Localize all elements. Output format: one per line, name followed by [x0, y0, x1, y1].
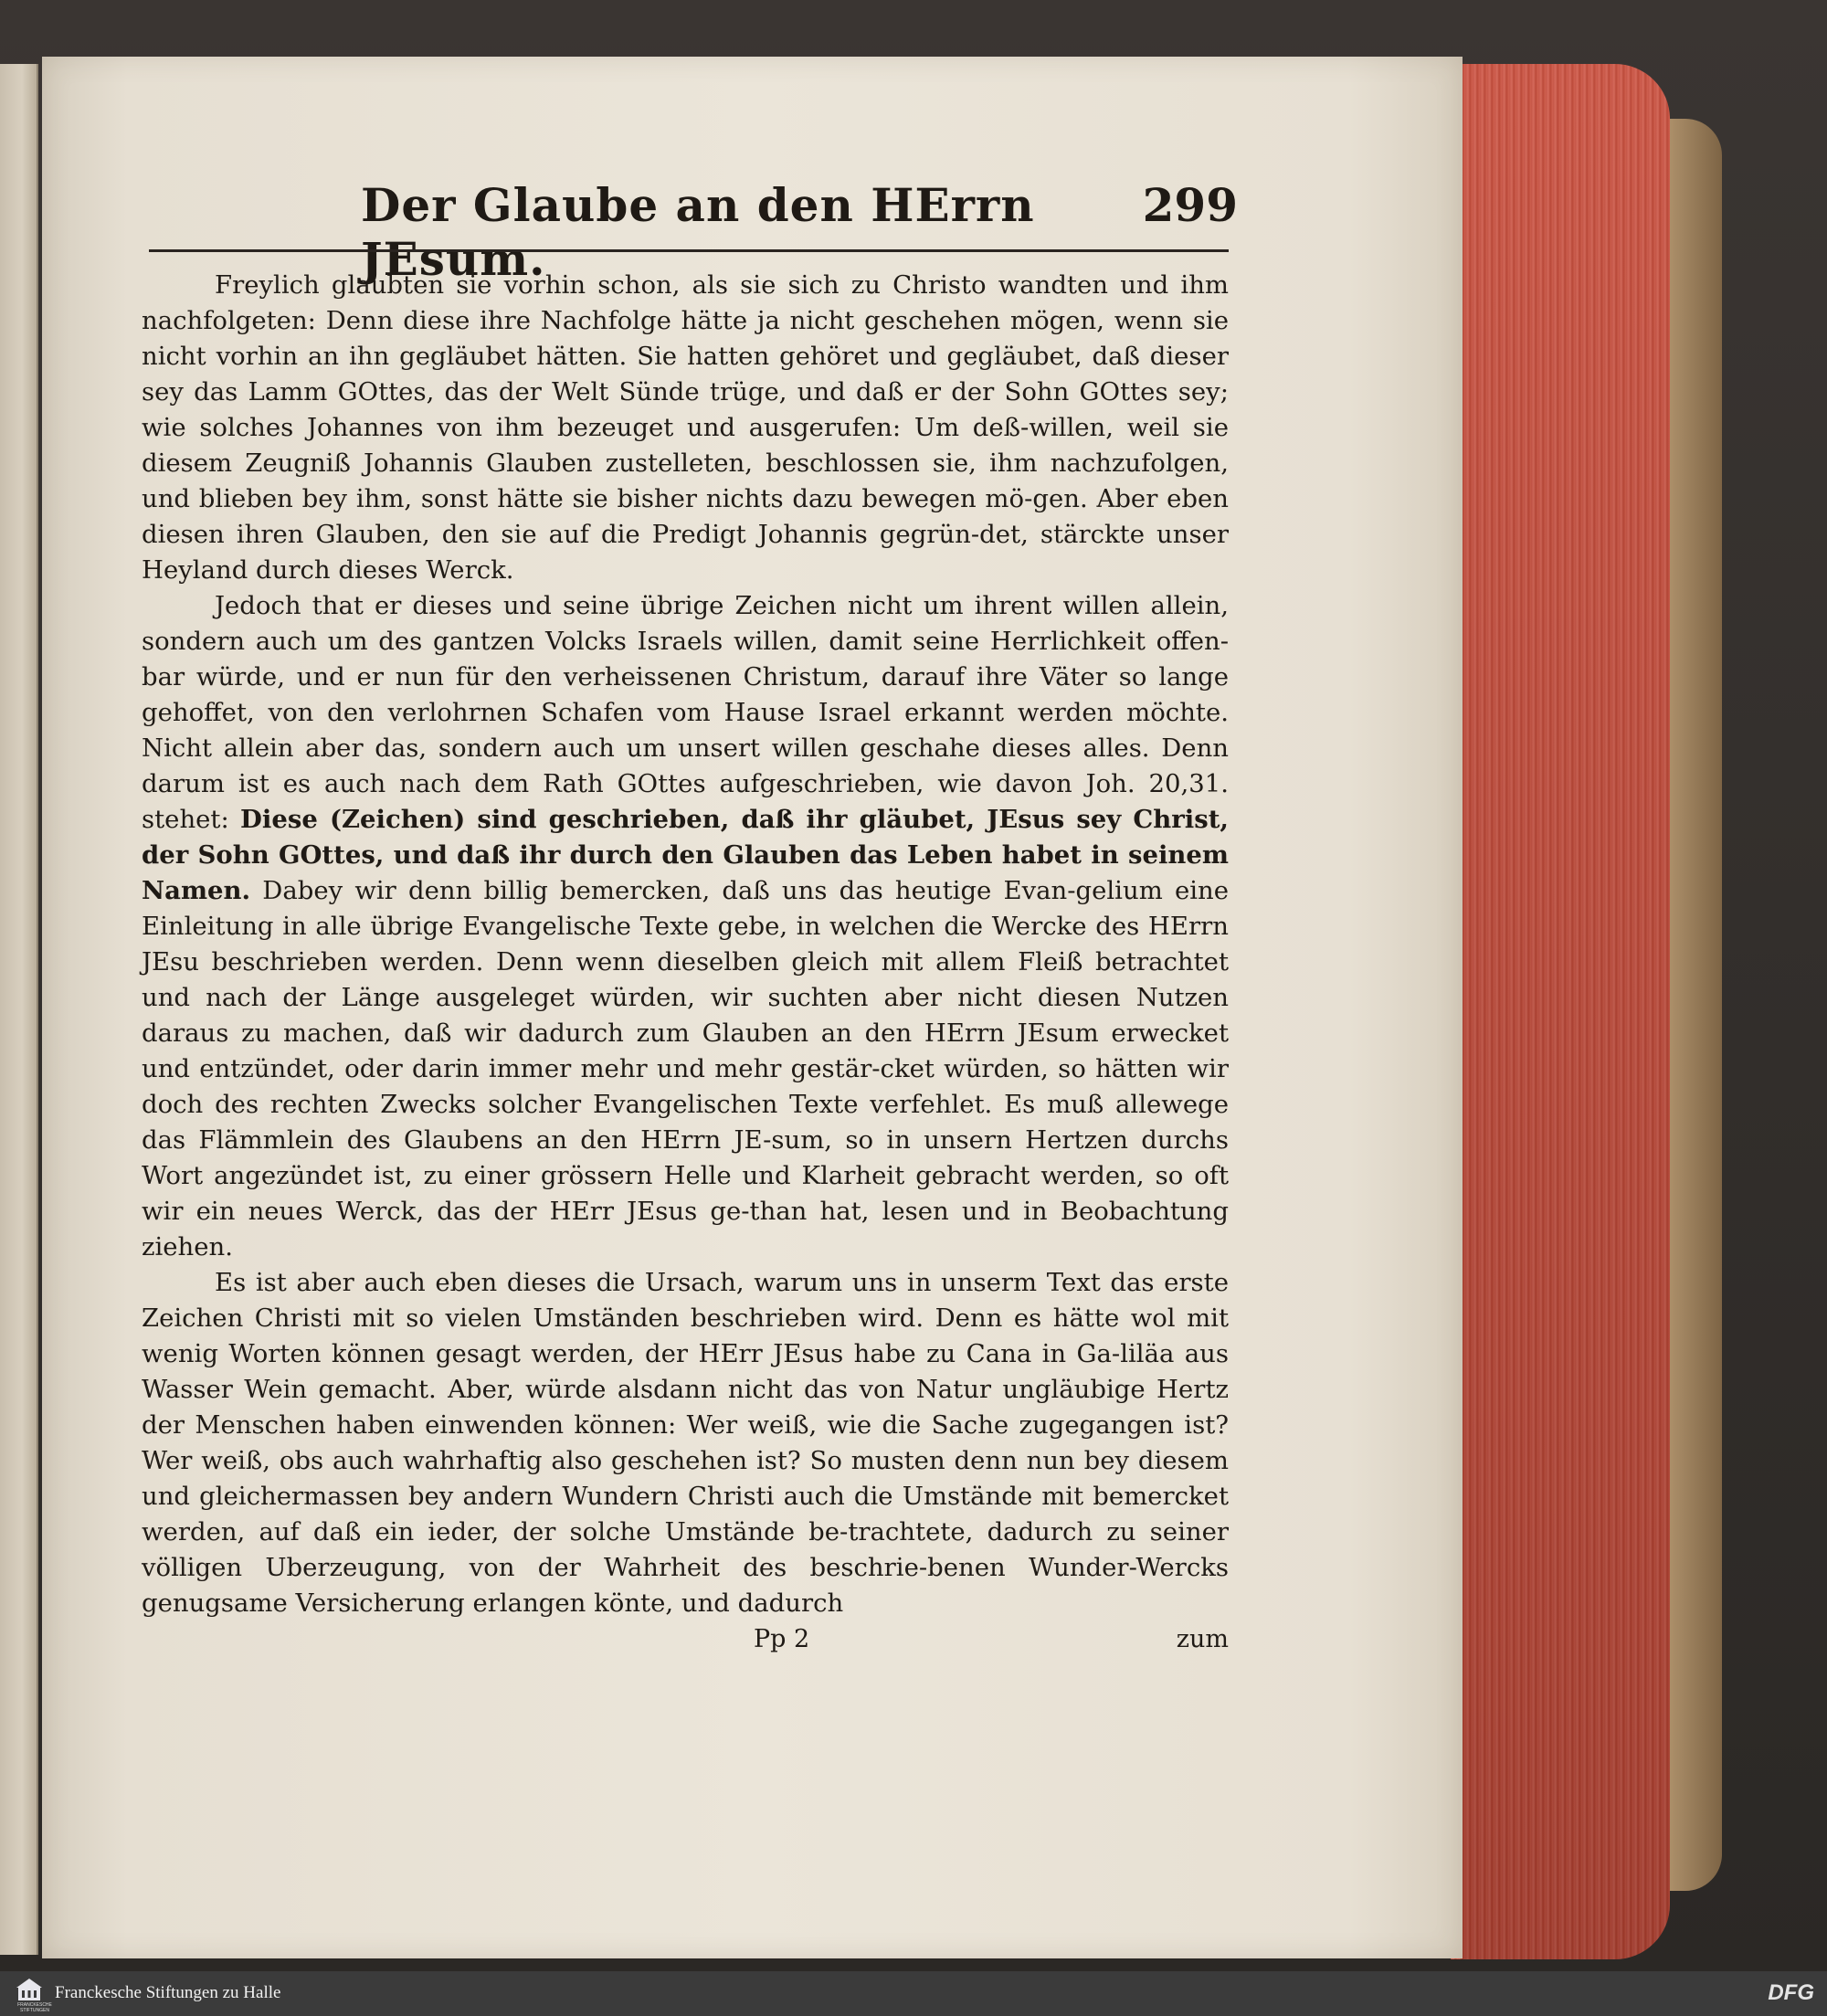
page-header [142, 178, 1238, 286]
page-block-edge [1451, 64, 1670, 1959]
institution-logo-icon [9, 1977, 52, 2013]
footer-bar [0, 1971, 1827, 2016]
signature-mark: Pp 2 [754, 1625, 810, 1653]
previous-page-edge [0, 64, 38, 1955]
paragraph [142, 251, 1229, 588]
text-run: Es ist aber auch eben dieses die Ursach, warum uns in unserm Text das erste Zeichen Christi mit so vielen Umständen beschrieben wird. Denn es hätte wol mit wenig Worten können gesagt werden, der HErr JEsus habe zu Cana in Ga-liläa aus Wasser Wein gemacht. Aber, würde alsdann nicht das von Natur ungläubige Hertz der Menschen haben einwenden können: Wer weiß, wie die Sache zugegangen ist? Wer weiß, obs auch wahrhaftig also geschehen ist? So musten denn nun bey diesem und gleichermassen bey andern Wundern Christi auch die Umstände mit bemercket werden, auf daß ein ieder, der solche Umstände be-trachtete, dadurch zu seiner völligen Uberzeugung, von der Wahrheit des beschrie-benen Wunder-Wercks genugsame Versicherung erlangen könte, und dadurch [142, 1268, 1229, 1618]
text-run: Freylich glaubten sie vorhin schon, als sie sich zu Christo wandten und ihm nachfolgeten: Denn diese ihre Nachfolge hätte ja nicht geschehen mögen, wenn sie nicht vorhin an ihn gegläubet hätten. Sie hatten gehöret und gegläubet, daß dieser sey das Lamm GOttes, das der Welt Sünde trüge, und daß er der Sohn GOttes sey; wie solches Johannes von ihm bezeuget und ausgerufen: Um deß-willen, weil sie diesem Zeugniß Johannis Glauben zustelleten, beschlossen sie, ihm nachzufolgen, und blieben bey ihm, sonst hätte sie bisher nichts dazu bewegen mö-gen. Aber eben diesen ihren Glauben, den sie auf die Predigt Johannis gegrün-det, stärckte unser Heyland durch dieses Werck. [142, 270, 1229, 585]
page-number: 299 [1142, 178, 1238, 232]
page-footer [142, 1625, 1229, 1662]
logo-caption: FRANCKESCHE STIFTUNGEN [17, 2002, 52, 2013]
catchword: zum [1176, 1625, 1229, 1653]
header-rule [149, 249, 1229, 252]
text-run: Jedoch that er dieses und seine übrige Zeichen nicht um ihrent willen allein, sondern auch um des gantzen Volcks Israels willen, damit seine Herrlichkeit offen-bar würde, und er nun für den verheissenen Christum, darauf ihre Väter so lange gehoffet, von den verlohrnen Schafen vom Hause Israel erkannt werden möchte. Nicht allein aber das, sondern auch um unsert willen geschahe dieses alles. Denn darum ist es auch nach dem Rath GOttes aufgeschrieben, wie davon Joh. 20,31. stehet: [142, 591, 1229, 834]
text-run: Dabey wir denn billig bemercken, daß uns das heutige Evan-gelium eine Einleitung in alle übrige Evangelische Texte gebe, in welchen die Wercke des HErrn JEsu beschrieben werden. Denn wenn dieselben gleich mit allem Fleiß betrachtet und nach der Länge ausgeleget würden, wir suchten aber nicht diesen Nutzen daraus zu machen, daß wir dadurch zum Glauben an den HErrn JEsum erwecket und entzündet, oder darin immer mehr und mehr gestär-cket würden, so hätten wir doch des rechten Zwecks solcher Evangelischen Texte verfehlet. Es muß allewege das Flämmlein des Glaubens an den HErrn JE-sum, so in unsern Hertzen durchs Wort angezündet ist, zu einer grössern Helle und Klarheit gebracht werden, so oft wir ein neues Werck, das der HErr JEsus ge-than hat, lesen und in Beobachtung ziehen. [142, 876, 1229, 1261]
emphasized-quote: Diese (Zeichen) sind geschrieben, daß ihr gläubet, JEsus sey Christ, der Sohn GOttes, und daß ihr durch den Glauben das Leben habet in seinem Namen. [142, 805, 1229, 905]
paragraph [142, 1265, 1229, 1621]
institution-link[interactable]: Franckesche Stiftungen zu Halle [55, 1983, 281, 2002]
building-icon [9, 1977, 49, 2002]
running-title: Der Glaube an den HErrn JEsum. [361, 178, 1035, 286]
text-block [142, 178, 1238, 1662]
paragraph [142, 588, 1229, 1265]
dfg-logo: DFG [1768, 1980, 1814, 2005]
body-text [142, 251, 1229, 1621]
